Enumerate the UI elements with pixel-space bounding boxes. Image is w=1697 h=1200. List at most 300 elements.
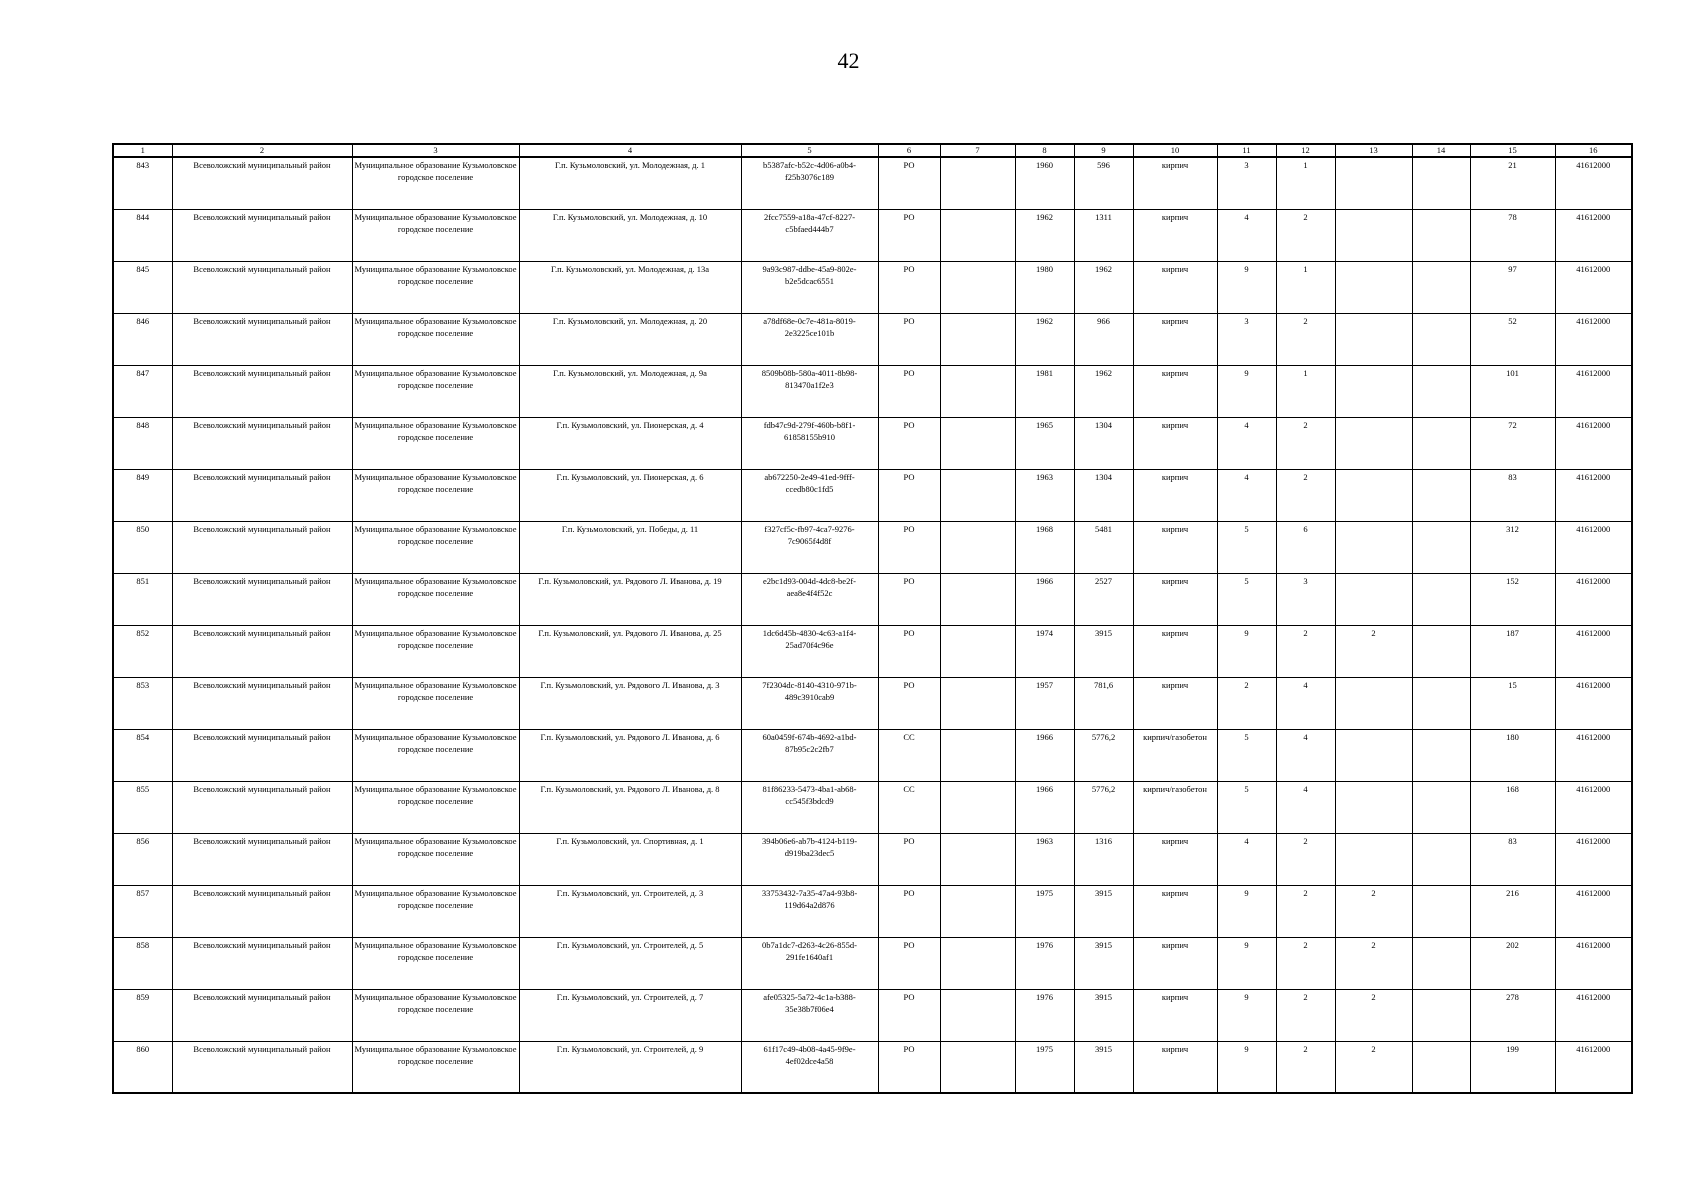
table-cell bbox=[940, 365, 1015, 417]
table-row bbox=[113, 1041, 1632, 1093]
table-cell bbox=[940, 521, 1015, 573]
table-cell: 1966 bbox=[1015, 781, 1074, 833]
table-cell: 41612000 bbox=[1555, 365, 1632, 417]
table-cell: 41612000 bbox=[1555, 677, 1632, 729]
table-cell: кирпич bbox=[1133, 469, 1217, 521]
table-row bbox=[113, 417, 1632, 469]
table-cell: кирпич bbox=[1133, 989, 1217, 1041]
table-cell bbox=[1412, 625, 1470, 677]
table-cell: 1963 bbox=[1015, 833, 1074, 885]
table-cell: 1dc6d45b-4830-4c63-a1f4-25ad70f4c96e bbox=[741, 625, 878, 677]
table-body bbox=[113, 157, 1632, 1093]
table-row bbox=[113, 365, 1632, 417]
table-cell: 853 bbox=[113, 677, 172, 729]
table-cell bbox=[1335, 781, 1412, 833]
table-cell: 78 bbox=[1470, 209, 1555, 261]
table-cell: кирпич bbox=[1133, 261, 1217, 313]
table-cell: Всеволожский муниципальный район bbox=[172, 625, 352, 677]
table-cell: Г.п. Кузьмоловский, ул. Рядового Л. Иванова, д. 6 bbox=[519, 729, 741, 781]
table-cell: Г.п. Кузьмоловский, ул. Молодежная, д. 20 bbox=[519, 313, 741, 365]
column-header: 11 bbox=[1217, 144, 1276, 157]
table-cell: Г.п. Кузьмоловский, ул. Рядового Л. Иванова, д. 25 bbox=[519, 625, 741, 677]
table-cell: РО bbox=[878, 833, 940, 885]
table-cell bbox=[1412, 1041, 1470, 1093]
table-cell: Г.п. Кузьмоловский, ул. Победы, д. 11 bbox=[519, 521, 741, 573]
table-cell bbox=[940, 261, 1015, 313]
table-cell: 3 bbox=[1276, 573, 1335, 625]
table-cell: 2 bbox=[1335, 937, 1412, 989]
table-cell: 1976 bbox=[1015, 937, 1074, 989]
table-cell: 3 bbox=[1217, 313, 1276, 365]
table-cell: РО bbox=[878, 157, 940, 209]
table-cell: afe05325-5a72-4c1a-b388-35e38b7f06e4 bbox=[741, 989, 878, 1041]
table-cell: Всеволожский муниципальный район bbox=[172, 677, 352, 729]
table-cell: Г.п. Кузьмоловский, ул. Молодежная, д. 1 bbox=[519, 157, 741, 209]
table-cell: 187 bbox=[1470, 625, 1555, 677]
column-header: 12 bbox=[1276, 144, 1335, 157]
table-cell: 41612000 bbox=[1555, 417, 1632, 469]
table-cell: Всеволожский муниципальный район bbox=[172, 1041, 352, 1093]
table-cell: Муниципальное образование Кузьмоловское городское поселение bbox=[352, 365, 519, 417]
table-cell: 2 bbox=[1276, 833, 1335, 885]
table-cell: Всеволожский муниципальный район bbox=[172, 989, 352, 1041]
table-cell: 9a93c987-ddbe-45a9-802e-b2e5dcac6551 bbox=[741, 261, 878, 313]
table-row bbox=[113, 521, 1632, 573]
table-cell bbox=[940, 781, 1015, 833]
table-cell: Всеволожский муниципальный район bbox=[172, 209, 352, 261]
table-cell: 9 bbox=[1217, 885, 1276, 937]
table-cell: Всеволожский муниципальный район bbox=[172, 573, 352, 625]
table-cell: Муниципальное образование Кузьмоловское городское поселение bbox=[352, 677, 519, 729]
table-cell bbox=[1335, 261, 1412, 313]
table-cell: 101 bbox=[1470, 365, 1555, 417]
table-cell: 168 bbox=[1470, 781, 1555, 833]
table-cell: 41612000 bbox=[1555, 521, 1632, 573]
table-cell: Муниципальное образование Кузьмоловское городское поселение bbox=[352, 417, 519, 469]
table-cell: 9 bbox=[1217, 989, 1276, 1041]
table-row bbox=[113, 209, 1632, 261]
table-cell bbox=[1335, 417, 1412, 469]
table-cell: 394b06e6-ab7b-4124-b119-d919ba23dec5 bbox=[741, 833, 878, 885]
table-cell: 199 bbox=[1470, 1041, 1555, 1093]
table-cell: Всеволожский муниципальный район bbox=[172, 521, 352, 573]
table-cell: 6 bbox=[1276, 521, 1335, 573]
table-cell: 1963 bbox=[1015, 469, 1074, 521]
table-row bbox=[113, 261, 1632, 313]
table-cell bbox=[1335, 469, 1412, 521]
table-cell bbox=[1412, 781, 1470, 833]
table-cell: 2 bbox=[1335, 885, 1412, 937]
table-cell: 41612000 bbox=[1555, 937, 1632, 989]
table-cell: fdb47c9d-279f-460b-b8f1-61858155b910 bbox=[741, 417, 878, 469]
table-cell: РО bbox=[878, 1041, 940, 1093]
table-cell: 72 bbox=[1470, 417, 1555, 469]
table-cell: 41612000 bbox=[1555, 625, 1632, 677]
table-cell: Муниципальное образование Кузьмоловское городское поселение bbox=[352, 729, 519, 781]
table-cell bbox=[1412, 261, 1470, 313]
table-cell: Г.п. Кузьмоловский, ул. Молодежная, д. 10 bbox=[519, 209, 741, 261]
table-cell: 2 bbox=[1217, 677, 1276, 729]
table-cell: 3915 bbox=[1074, 625, 1133, 677]
table-cell: 97 bbox=[1470, 261, 1555, 313]
table-cell: 860 bbox=[113, 1041, 172, 1093]
table-cell: 2 bbox=[1335, 1041, 1412, 1093]
table-cell: РО bbox=[878, 989, 940, 1041]
table-cell: 41612000 bbox=[1555, 833, 1632, 885]
table-cell: Муниципальное образование Кузьмоловское городское поселение bbox=[352, 625, 519, 677]
table-cell: 845 bbox=[113, 261, 172, 313]
table-cell: 2 bbox=[1276, 209, 1335, 261]
table-cell: 2fcc7559-a18a-47cf-8227-c5bfaed444b7 bbox=[741, 209, 878, 261]
table-cell: 2 bbox=[1335, 625, 1412, 677]
table-row bbox=[113, 469, 1632, 521]
table-cell: 4 bbox=[1276, 677, 1335, 729]
table-cell bbox=[1335, 313, 1412, 365]
table-cell: b5387afc-b52c-4d06-a0b4-f25b3076c189 bbox=[741, 157, 878, 209]
table-cell: Г.п. Кузьмоловский, ул. Рядового Л. Иванова, д. 3 bbox=[519, 677, 741, 729]
table-cell: 1962 bbox=[1015, 313, 1074, 365]
table-cell: 846 bbox=[113, 313, 172, 365]
table-cell bbox=[1412, 937, 1470, 989]
table-cell bbox=[940, 989, 1015, 1041]
table-cell: РО bbox=[878, 365, 940, 417]
table-cell: 9 bbox=[1217, 365, 1276, 417]
table-cell: 5 bbox=[1217, 781, 1276, 833]
table-cell: Всеволожский муниципальный район bbox=[172, 417, 352, 469]
table-cell: 859 bbox=[113, 989, 172, 1041]
table-cell: Всеволожский муниципальный район bbox=[172, 261, 352, 313]
table-cell: 1974 bbox=[1015, 625, 1074, 677]
table-cell: Муниципальное образование Кузьмоловское городское поселение bbox=[352, 209, 519, 261]
table-cell: 8509b08b-580a-4011-8b98-813470a1f2e3 bbox=[741, 365, 878, 417]
table-cell: 41612000 bbox=[1555, 885, 1632, 937]
table-cell: Муниципальное образование Кузьмоловское городское поселение bbox=[352, 937, 519, 989]
table-cell: 1957 bbox=[1015, 677, 1074, 729]
table-cell: 854 bbox=[113, 729, 172, 781]
table-cell bbox=[1412, 521, 1470, 573]
table-cell: 5 bbox=[1217, 573, 1276, 625]
table-cell bbox=[1412, 209, 1470, 261]
table-row bbox=[113, 781, 1632, 833]
column-header: 4 bbox=[519, 144, 741, 157]
table-cell bbox=[1412, 989, 1470, 1041]
table-cell: 3915 bbox=[1074, 937, 1133, 989]
table-cell: 4 bbox=[1276, 729, 1335, 781]
table-cell: Муниципальное образование Кузьмоловское городское поселение bbox=[352, 521, 519, 573]
table-cell: кирпич bbox=[1133, 573, 1217, 625]
table-cell: Муниципальное образование Кузьмоловское городское поселение bbox=[352, 261, 519, 313]
table-cell: РО bbox=[878, 937, 940, 989]
table-cell: 1976 bbox=[1015, 989, 1074, 1041]
table-cell: Г.п. Кузьмоловский, ул. Спортивная, д. 1 bbox=[519, 833, 741, 885]
table-cell: 52 bbox=[1470, 313, 1555, 365]
table-cell: Всеволожский муниципальный район bbox=[172, 781, 352, 833]
table-cell bbox=[940, 677, 1015, 729]
table-cell: 2 bbox=[1276, 989, 1335, 1041]
table-cell: 1960 bbox=[1015, 157, 1074, 209]
table-cell: 41612000 bbox=[1555, 469, 1632, 521]
table-cell: 1 bbox=[1276, 365, 1335, 417]
table-cell: 1962 bbox=[1015, 209, 1074, 261]
table-cell: 9 bbox=[1217, 1041, 1276, 1093]
table-cell: 7f2304dc-8140-4310-971b-489c3910cab9 bbox=[741, 677, 878, 729]
table-cell bbox=[1412, 469, 1470, 521]
table-cell: 312 bbox=[1470, 521, 1555, 573]
table-cell: 1304 bbox=[1074, 469, 1133, 521]
table-cell: 1316 bbox=[1074, 833, 1133, 885]
table-cell: РО bbox=[878, 209, 940, 261]
table-cell: 1981 bbox=[1015, 365, 1074, 417]
table-row bbox=[113, 729, 1632, 781]
table-cell: 2527 bbox=[1074, 573, 1133, 625]
column-header: 10 bbox=[1133, 144, 1217, 157]
table-cell: 1962 bbox=[1074, 261, 1133, 313]
table-cell: 41612000 bbox=[1555, 1041, 1632, 1093]
table-cell: 9 bbox=[1217, 261, 1276, 313]
table-cell: кирпич bbox=[1133, 625, 1217, 677]
table-cell: 1 bbox=[1276, 261, 1335, 313]
table-cell: Г.п. Кузьмоловский, ул. Молодежная, д. 9а bbox=[519, 365, 741, 417]
table-cell: 83 bbox=[1470, 833, 1555, 885]
table-cell: Муниципальное образование Кузьмоловское городское поселение bbox=[352, 1041, 519, 1093]
table-cell bbox=[1412, 885, 1470, 937]
table-cell: 216 bbox=[1470, 885, 1555, 937]
table-row bbox=[113, 937, 1632, 989]
table-cell: 1962 bbox=[1074, 365, 1133, 417]
column-header: 14 bbox=[1412, 144, 1470, 157]
table-cell: СС bbox=[878, 781, 940, 833]
table-cell: РО bbox=[878, 417, 940, 469]
column-header: 16 bbox=[1555, 144, 1632, 157]
table-cell: 2 bbox=[1276, 625, 1335, 677]
table-cell: кирпич/газобетон bbox=[1133, 781, 1217, 833]
table-cell: 21 bbox=[1470, 157, 1555, 209]
table-cell: Муниципальное образование Кузьмоловское городское поселение bbox=[352, 833, 519, 885]
table-cell: кирпич bbox=[1133, 937, 1217, 989]
table-cell: 1965 bbox=[1015, 417, 1074, 469]
table-cell: 41612000 bbox=[1555, 573, 1632, 625]
table-cell: 3915 bbox=[1074, 1041, 1133, 1093]
table-cell: РО bbox=[878, 885, 940, 937]
table-cell: 41612000 bbox=[1555, 729, 1632, 781]
table-cell: Всеволожский муниципальный район bbox=[172, 157, 352, 209]
table-cell: РО bbox=[878, 677, 940, 729]
column-header: 6 bbox=[878, 144, 940, 157]
table-cell bbox=[940, 729, 1015, 781]
table-cell bbox=[1335, 209, 1412, 261]
table-cell bbox=[1412, 729, 1470, 781]
page-number: 42 bbox=[837, 48, 860, 73]
table-cell bbox=[1412, 833, 1470, 885]
table-cell: 4 bbox=[1217, 417, 1276, 469]
table-cell: 41612000 bbox=[1555, 261, 1632, 313]
table-cell: 781,6 bbox=[1074, 677, 1133, 729]
table-cell: 15 bbox=[1470, 677, 1555, 729]
column-header: 15 bbox=[1470, 144, 1555, 157]
table-cell: Всеволожский муниципальный район bbox=[172, 885, 352, 937]
table-cell: 41612000 bbox=[1555, 781, 1632, 833]
table-cell: 60a0459f-674b-4692-a1bd-87b95c2c2fb7 bbox=[741, 729, 878, 781]
table-cell: кирпич bbox=[1133, 885, 1217, 937]
table-cell: кирпич bbox=[1133, 365, 1217, 417]
table-cell: 1311 bbox=[1074, 209, 1133, 261]
table-cell: Муниципальное образование Кузьмоловское городское поселение bbox=[352, 885, 519, 937]
table-cell: РО bbox=[878, 625, 940, 677]
table-cell: 851 bbox=[113, 573, 172, 625]
table-cell: СС bbox=[878, 729, 940, 781]
table-cell: 33753432-7a35-47a4-93b8-119d64a2d876 bbox=[741, 885, 878, 937]
table-cell bbox=[1412, 313, 1470, 365]
table-cell bbox=[1335, 521, 1412, 573]
table-cell: 844 bbox=[113, 209, 172, 261]
table-cell: 2 bbox=[1276, 313, 1335, 365]
table-cell: 2 bbox=[1335, 989, 1412, 1041]
table-cell: 4 bbox=[1217, 209, 1276, 261]
table-cell: 843 bbox=[113, 157, 172, 209]
table-cell bbox=[1335, 365, 1412, 417]
table-row bbox=[113, 833, 1632, 885]
table-cell: РО bbox=[878, 469, 940, 521]
table-cell bbox=[1412, 417, 1470, 469]
table-cell: 83 bbox=[1470, 469, 1555, 521]
table-cell: РО bbox=[878, 573, 940, 625]
table-cell: 41612000 bbox=[1555, 157, 1632, 209]
table-cell: 1 bbox=[1276, 157, 1335, 209]
table-cell bbox=[940, 833, 1015, 885]
table-cell: 1975 bbox=[1015, 885, 1074, 937]
table-cell: 3915 bbox=[1074, 885, 1133, 937]
table-cell bbox=[1335, 677, 1412, 729]
table-cell: Всеволожский муниципальный район bbox=[172, 469, 352, 521]
table-cell: кирпич bbox=[1133, 833, 1217, 885]
table-cell: кирпич bbox=[1133, 209, 1217, 261]
column-header: 2 bbox=[172, 144, 352, 157]
table-cell: Всеволожский муниципальный район bbox=[172, 937, 352, 989]
column-header: 8 bbox=[1015, 144, 1074, 157]
table-cell: 5776,2 bbox=[1074, 781, 1133, 833]
table-cell bbox=[940, 469, 1015, 521]
column-header: 13 bbox=[1335, 144, 1412, 157]
table-cell: Г.п. Кузьмоловский, ул. Рядового Л. Иванова, д. 19 bbox=[519, 573, 741, 625]
table-cell: 858 bbox=[113, 937, 172, 989]
table-cell: 4 bbox=[1217, 469, 1276, 521]
table-cell: 41612000 bbox=[1555, 313, 1632, 365]
table-cell: кирпич bbox=[1133, 417, 1217, 469]
table-cell: Муниципальное образование Кузьмоловское городское поселение bbox=[352, 313, 519, 365]
table-cell: РО bbox=[878, 521, 940, 573]
table-cell: кирпич bbox=[1133, 1041, 1217, 1093]
table-cell bbox=[1335, 729, 1412, 781]
column-header: 7 bbox=[940, 144, 1015, 157]
table-cell: 2 bbox=[1276, 885, 1335, 937]
table-cell: 152 bbox=[1470, 573, 1555, 625]
table-cell: Г.п. Кузьмоловский, ул. Рядового Л. Иванова, д. 8 bbox=[519, 781, 741, 833]
table-cell: f327cf5c-fb97-4ca7-9276-7c9065f4d8f bbox=[741, 521, 878, 573]
table-row bbox=[113, 573, 1632, 625]
table-cell: 1975 bbox=[1015, 1041, 1074, 1093]
table-cell: кирпич/газобетон bbox=[1133, 729, 1217, 781]
table-cell: Г.п. Кузьмоловский, ул. Пионерская, д. 6 bbox=[519, 469, 741, 521]
table-row bbox=[113, 885, 1632, 937]
table-cell: 2 bbox=[1276, 937, 1335, 989]
table-cell bbox=[940, 573, 1015, 625]
table-cell: Муниципальное образование Кузьмоловское городское поселение bbox=[352, 469, 519, 521]
table-cell: 278 bbox=[1470, 989, 1555, 1041]
table-cell bbox=[1335, 833, 1412, 885]
table-cell bbox=[940, 937, 1015, 989]
column-header: 1 bbox=[113, 144, 172, 157]
table-cell: 1304 bbox=[1074, 417, 1133, 469]
table-cell: 596 bbox=[1074, 157, 1133, 209]
table-cell: 856 bbox=[113, 833, 172, 885]
table-cell: 9 bbox=[1217, 937, 1276, 989]
table-cell: 847 bbox=[113, 365, 172, 417]
table-cell: РО bbox=[878, 261, 940, 313]
table-cell: Муниципальное образование Кузьмоловское городское поселение bbox=[352, 573, 519, 625]
table-cell: 1966 bbox=[1015, 573, 1074, 625]
table-cell bbox=[940, 885, 1015, 937]
table-cell: 5 bbox=[1217, 521, 1276, 573]
table-cell: Г.п. Кузьмоловский, ул. Строителей, д. 7 bbox=[519, 989, 741, 1041]
table-row bbox=[113, 989, 1632, 1041]
table-cell: Всеволожский муниципальный район bbox=[172, 729, 352, 781]
table-cell: Всеволожский муниципальный район bbox=[172, 313, 352, 365]
table-cell: 2 bbox=[1276, 417, 1335, 469]
table-cell bbox=[940, 1041, 1015, 1093]
table-cell: 180 bbox=[1470, 729, 1555, 781]
column-header: 5 bbox=[741, 144, 878, 157]
housing-registry-table bbox=[112, 143, 1633, 1094]
table-cell: 1968 bbox=[1015, 521, 1074, 573]
table-cell bbox=[1412, 365, 1470, 417]
table-cell: 1966 bbox=[1015, 729, 1074, 781]
table-row bbox=[113, 677, 1632, 729]
table-cell: 9 bbox=[1217, 625, 1276, 677]
table-cell: Г.п. Кузьмоловский, ул. Строителей, д. 3 bbox=[519, 885, 741, 937]
table-cell: Г.п. Кузьмоловский, ул. Строителей, д. 9 bbox=[519, 1041, 741, 1093]
table-cell: Г.п. Кузьмоловский, ул. Молодежная, д. 13а bbox=[519, 261, 741, 313]
table-cell bbox=[940, 209, 1015, 261]
table-cell: Муниципальное образование Кузьмоловское городское поселение bbox=[352, 157, 519, 209]
table-cell: Всеволожский муниципальный район bbox=[172, 833, 352, 885]
table-cell: 61f17c49-4b08-4a45-9f9e-4ef02dce4a58 bbox=[741, 1041, 878, 1093]
table-cell: кирпич bbox=[1133, 157, 1217, 209]
table-cell: 855 bbox=[113, 781, 172, 833]
table-cell bbox=[940, 625, 1015, 677]
table-cell: 849 bbox=[113, 469, 172, 521]
table-cell: 5 bbox=[1217, 729, 1276, 781]
table-cell: a78df68e-0c7e-481a-8019-2e3225ce101b bbox=[741, 313, 878, 365]
table-cell: 848 bbox=[113, 417, 172, 469]
table-cell bbox=[1335, 573, 1412, 625]
table-cell: Муниципальное образование Кузьмоловское городское поселение bbox=[352, 781, 519, 833]
table-cell bbox=[1412, 677, 1470, 729]
table-cell: кирпич bbox=[1133, 521, 1217, 573]
table-cell: 2 bbox=[1276, 1041, 1335, 1093]
table-cell: кирпич bbox=[1133, 313, 1217, 365]
column-header: 9 bbox=[1074, 144, 1133, 157]
table-cell: 202 bbox=[1470, 937, 1555, 989]
table-cell: Всеволожский муниципальный район bbox=[172, 365, 352, 417]
table-cell bbox=[1412, 573, 1470, 625]
table-cell: Муниципальное образование Кузьмоловское городское поселение bbox=[352, 989, 519, 1041]
table-cell: 966 bbox=[1074, 313, 1133, 365]
table-row bbox=[113, 625, 1632, 677]
table-cell: 41612000 bbox=[1555, 209, 1632, 261]
table-cell: 857 bbox=[113, 885, 172, 937]
table-cell: Г.п. Кузьмоловский, ул. Пионерская, д. 4 bbox=[519, 417, 741, 469]
table-cell: 3 bbox=[1217, 157, 1276, 209]
